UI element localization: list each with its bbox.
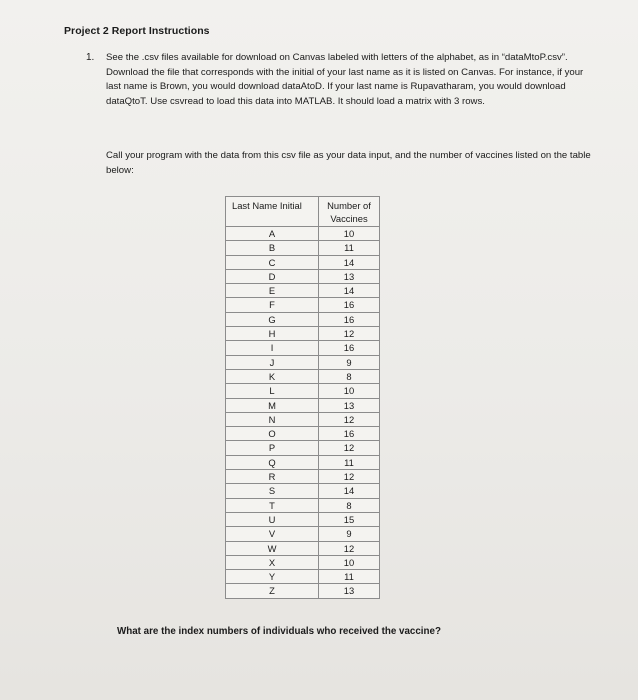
vaccine-count-cell: 12	[319, 470, 380, 484]
initial-cell: B	[226, 241, 319, 255]
table-row	[226, 241, 380, 255]
initial-cell: W	[226, 541, 319, 555]
table-row	[226, 484, 380, 498]
initial-cell: Z	[226, 584, 319, 598]
initial-cell: E	[226, 284, 319, 298]
vaccine-count-cell: 11	[319, 455, 380, 469]
vaccine-count-cell: 10	[319, 384, 380, 398]
vaccine-count-cell: 15	[319, 512, 380, 526]
table-row	[226, 384, 380, 398]
vaccine-count-cell: 16	[319, 312, 380, 326]
table-row	[226, 284, 380, 298]
column-header-initial: Last Name Initial	[226, 197, 319, 227]
initial-cell: M	[226, 398, 319, 412]
vaccine-count-cell: 9	[319, 355, 380, 369]
initial-cell: S	[226, 484, 319, 498]
vaccine-count-cell: 12	[319, 412, 380, 426]
document-title: Project 2 Report Instructions	[64, 25, 210, 37]
vaccine-count-cell: 14	[319, 255, 380, 269]
table-row	[226, 369, 380, 383]
vaccine-count-cell: 12	[319, 327, 380, 341]
table-row	[226, 255, 380, 269]
table-header-row	[226, 197, 380, 227]
table-row	[226, 227, 380, 241]
vaccine-count-cell: 11	[319, 241, 380, 255]
table-row	[226, 584, 380, 598]
table-row	[226, 269, 380, 283]
initial-cell: H	[226, 327, 319, 341]
table-row	[226, 327, 380, 341]
table-row	[226, 498, 380, 512]
vaccine-count-cell: 13	[319, 269, 380, 283]
vaccine-count-cell: 16	[319, 298, 380, 312]
vaccine-table	[225, 196, 380, 599]
initial-cell: G	[226, 312, 319, 326]
table-row	[226, 298, 380, 312]
initial-cell: X	[226, 555, 319, 569]
initial-cell: D	[226, 269, 319, 283]
initial-cell: T	[226, 498, 319, 512]
column-header-vaccines: Number of Vaccines	[319, 197, 380, 227]
table-row	[226, 355, 380, 369]
vaccine-count-cell: 14	[319, 284, 380, 298]
vaccine-count-cell: 9	[319, 527, 380, 541]
table-row	[226, 541, 380, 555]
vaccine-count-cell: 13	[319, 584, 380, 598]
initial-cell: J	[226, 355, 319, 369]
initial-cell: L	[226, 384, 319, 398]
vaccine-count-cell: 16	[319, 427, 380, 441]
table-row	[226, 312, 380, 326]
table-row	[226, 555, 380, 569]
vaccine-count-cell: 14	[319, 484, 380, 498]
vaccine-count-cell: 13	[319, 398, 380, 412]
initial-cell: O	[226, 427, 319, 441]
table-row	[226, 470, 380, 484]
vaccine-count-cell: 10	[319, 555, 380, 569]
table-row	[226, 527, 380, 541]
table-row	[226, 412, 380, 426]
vaccine-count-cell: 8	[319, 369, 380, 383]
vaccine-count-cell: 10	[319, 227, 380, 241]
vaccine-count-cell: 8	[319, 498, 380, 512]
initial-cell: K	[226, 369, 319, 383]
vaccine-count-cell: 12	[319, 541, 380, 555]
vaccine-count-cell: 12	[319, 441, 380, 455]
question-text: What are the index numbers of individuals who received the vaccine?	[117, 626, 441, 637]
table-row	[226, 512, 380, 526]
initial-cell: R	[226, 470, 319, 484]
table-body	[226, 227, 380, 599]
initial-cell: F	[226, 298, 319, 312]
table-row	[226, 398, 380, 412]
vaccine-count-cell: 16	[319, 341, 380, 355]
initial-cell: Q	[226, 455, 319, 469]
instructions-paragraph: See the .csv files available for download on Canvas labeled with letters of the alphabet, as in “dataMtoP.csv”. Download the file that corresponds with the initial of your last name as it is listed on Canvas. For instance, if your last name is Brown, you would download dataAtoD. If your last name is Rupavatharam, you would download dataQtoT. Use csvread to load this data into MATLAB. It should load a matrix with 3 rows.	[106, 52, 584, 108]
table-row	[226, 341, 380, 355]
initial-cell: A	[226, 227, 319, 241]
table-row	[226, 427, 380, 441]
list-item-number: 1.	[86, 52, 95, 63]
initial-cell: I	[226, 341, 319, 355]
initial-cell: N	[226, 412, 319, 426]
initial-cell: U	[226, 512, 319, 526]
vaccine-count-cell: 11	[319, 570, 380, 584]
initial-cell: C	[226, 255, 319, 269]
program-call-paragraph: Call your program with the data from this csv file as your data input, and the number of vaccines listed on the table below:	[106, 150, 591, 176]
table-row	[226, 455, 380, 469]
table-row	[226, 570, 380, 584]
table-row	[226, 441, 380, 455]
initial-cell: P	[226, 441, 319, 455]
initial-cell: Y	[226, 570, 319, 584]
initial-cell: V	[226, 527, 319, 541]
